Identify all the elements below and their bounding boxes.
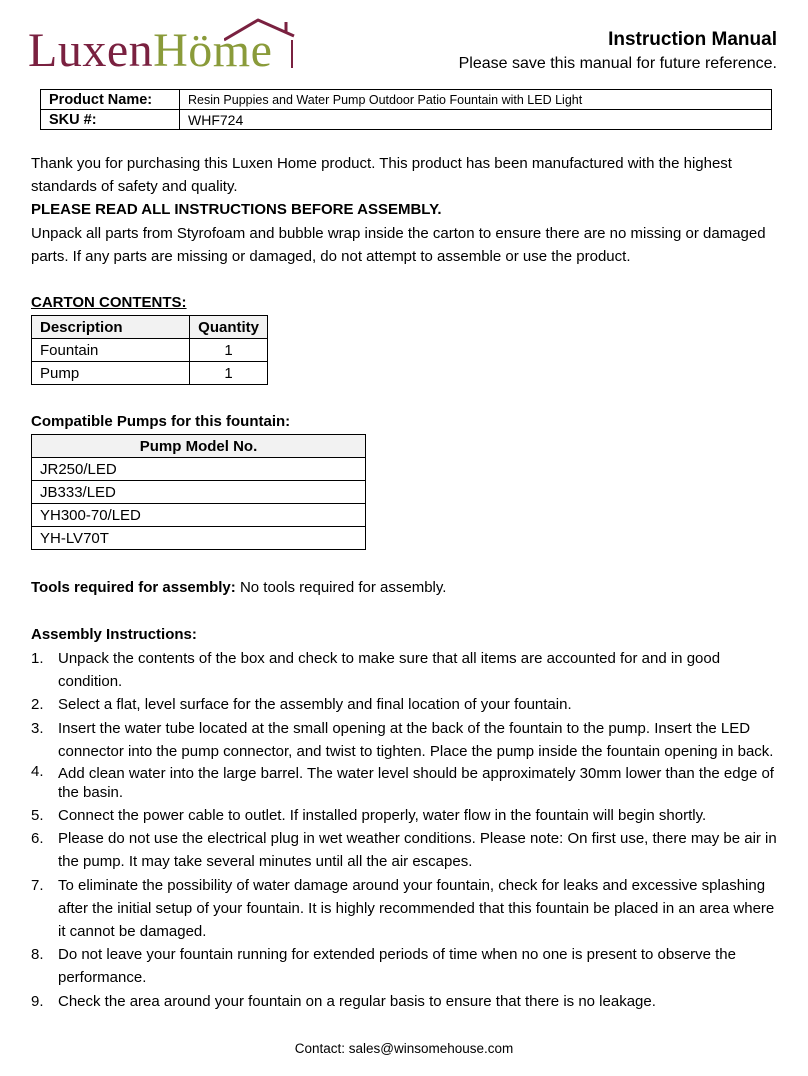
pump-model: YH300-70/LED	[32, 504, 366, 527]
step-text: Add clean water into the large barrel. The water level should be approximately 30mm lower than the edge of the basin.	[58, 765, 774, 801]
step-text: Insert the water tube located at the small opening at the back of the fountain to the pump. Insert the LED connector into the pump connector, and twist to tighten. Place the pump inside the fountain opening in back.	[58, 719, 774, 760]
product-name-label: Product Name:	[41, 90, 180, 110]
list-item	[31, 647, 781, 693]
step-number: 8.	[31, 946, 44, 964]
logo-home: Höme	[153, 24, 273, 77]
carton-description: Fountain	[32, 339, 190, 362]
pump-model: YH-LV70T	[32, 527, 366, 550]
product-info-table	[40, 89, 772, 130]
tools-value: No tools required for assembly.	[235, 579, 447, 596]
carton-contents-heading: CARTON CONTENTS:	[31, 294, 187, 311]
table-row	[32, 362, 268, 385]
table-row	[32, 504, 366, 527]
step-number: 7.	[31, 876, 44, 894]
list-item	[31, 693, 781, 716]
list-item	[31, 804, 781, 827]
pump-model: JR250/LED	[32, 458, 366, 481]
list-item	[31, 943, 781, 989]
step-text: Please do not use the electrical plug in wet weather conditions. Please note: On first use, there may be air in the pump. It may take several minutes until all the air escapes.	[58, 830, 777, 871]
step-number: 5.	[31, 807, 44, 825]
carton-header-row	[32, 316, 268, 339]
carton-contents-table	[31, 315, 268, 385]
list-item	[31, 827, 781, 873]
table-row	[32, 339, 268, 362]
step-number: 4.	[31, 763, 44, 781]
step-text: Select a flat, level surface for the assembly and final location of your fountain.	[58, 696, 572, 714]
tools-label: Tools required for assembly:	[31, 579, 236, 596]
carton-description: Pump	[32, 362, 190, 385]
product-name-row	[41, 90, 772, 110]
step-number: 3.	[31, 719, 44, 737]
intro-text	[31, 152, 781, 268]
carton-quantity: 1	[190, 362, 268, 385]
carton-col-quantity: Quantity	[190, 316, 268, 339]
list-item	[31, 990, 781, 1013]
compatible-pumps-heading: Compatible Pumps for this fountain:	[31, 413, 291, 430]
pumps-col-model: Pump Model No.	[32, 435, 366, 458]
header-right	[459, 28, 777, 76]
table-row	[32, 458, 366, 481]
step-number: 6.	[31, 830, 44, 848]
step-number: 1.	[31, 650, 44, 667]
list-item	[31, 874, 781, 944]
assembly-heading: Assembly Instructions:	[31, 626, 197, 643]
document-title: Instruction Manual	[608, 29, 777, 50]
compatible-pumps-table	[31, 434, 366, 550]
pump-model: JB333/LED	[32, 481, 366, 504]
step-text: To eliminate the possibility of water damage around your fountain, check for leaks and excessive splashing after the initial setup of your fountain. It is highly recommended that this fountain be placed in an area where it cannot be damaged.	[58, 876, 775, 941]
tools-required	[31, 577, 446, 599]
sku-row	[41, 110, 772, 130]
sku-value: WHF724	[180, 110, 772, 130]
list-item	[31, 763, 781, 804]
document-subtitle: Please save this manual for future reference.	[458, 55, 777, 72]
step-text: Check the area around your fountain on a regular basis to ensure that there is no leakage.	[58, 992, 656, 1010]
step-text: Do not leave your fountain running for extended periods of time when no one is present to observe the performance.	[58, 946, 736, 987]
pumps-header-row	[32, 435, 366, 458]
table-row	[32, 481, 366, 504]
logo-wordmark	[28, 26, 272, 76]
step-text: Unpack the contents of the box and check to make sure that all items are accounted for and in good condition.	[58, 650, 721, 691]
list-item	[31, 717, 781, 763]
intro-read-instructions: PLEASE READ ALL INSTRUCTIONS BEFORE ASSEMBLY.	[31, 201, 442, 219]
intro-thank-you: Thank you for purchasing this Luxen Home product. This product has been manufactured with the highest standards of safety and quality.	[31, 155, 732, 196]
step-number: 2.	[31, 696, 44, 714]
step-number: 9.	[31, 992, 44, 1010]
step-text: Connect the power cable to outlet. If installed properly, water flow in the fountain will begin shortly.	[58, 807, 707, 825]
logo-luxen: Luxen	[28, 24, 154, 77]
table-row	[32, 527, 366, 550]
sku-label: SKU #:	[41, 110, 180, 130]
carton-quantity: 1	[190, 339, 268, 362]
contact-footer: Contact: sales@winsomehouse.com	[294, 1041, 514, 1056]
assembly-steps-list	[31, 647, 781, 1013]
luxen-home-logo	[28, 16, 308, 80]
intro-unpack: Unpack all parts from Styrofoam and bubble wrap inside the carton to ensure there are no missing or damaged parts. If any parts are missing or damaged, do not attempt to assemble or use the product.	[31, 224, 766, 265]
product-name-value: Resin Puppies and Water Pump Outdoor Patio Fountain with LED Light	[180, 90, 772, 110]
carton-col-description: Description	[32, 316, 190, 339]
